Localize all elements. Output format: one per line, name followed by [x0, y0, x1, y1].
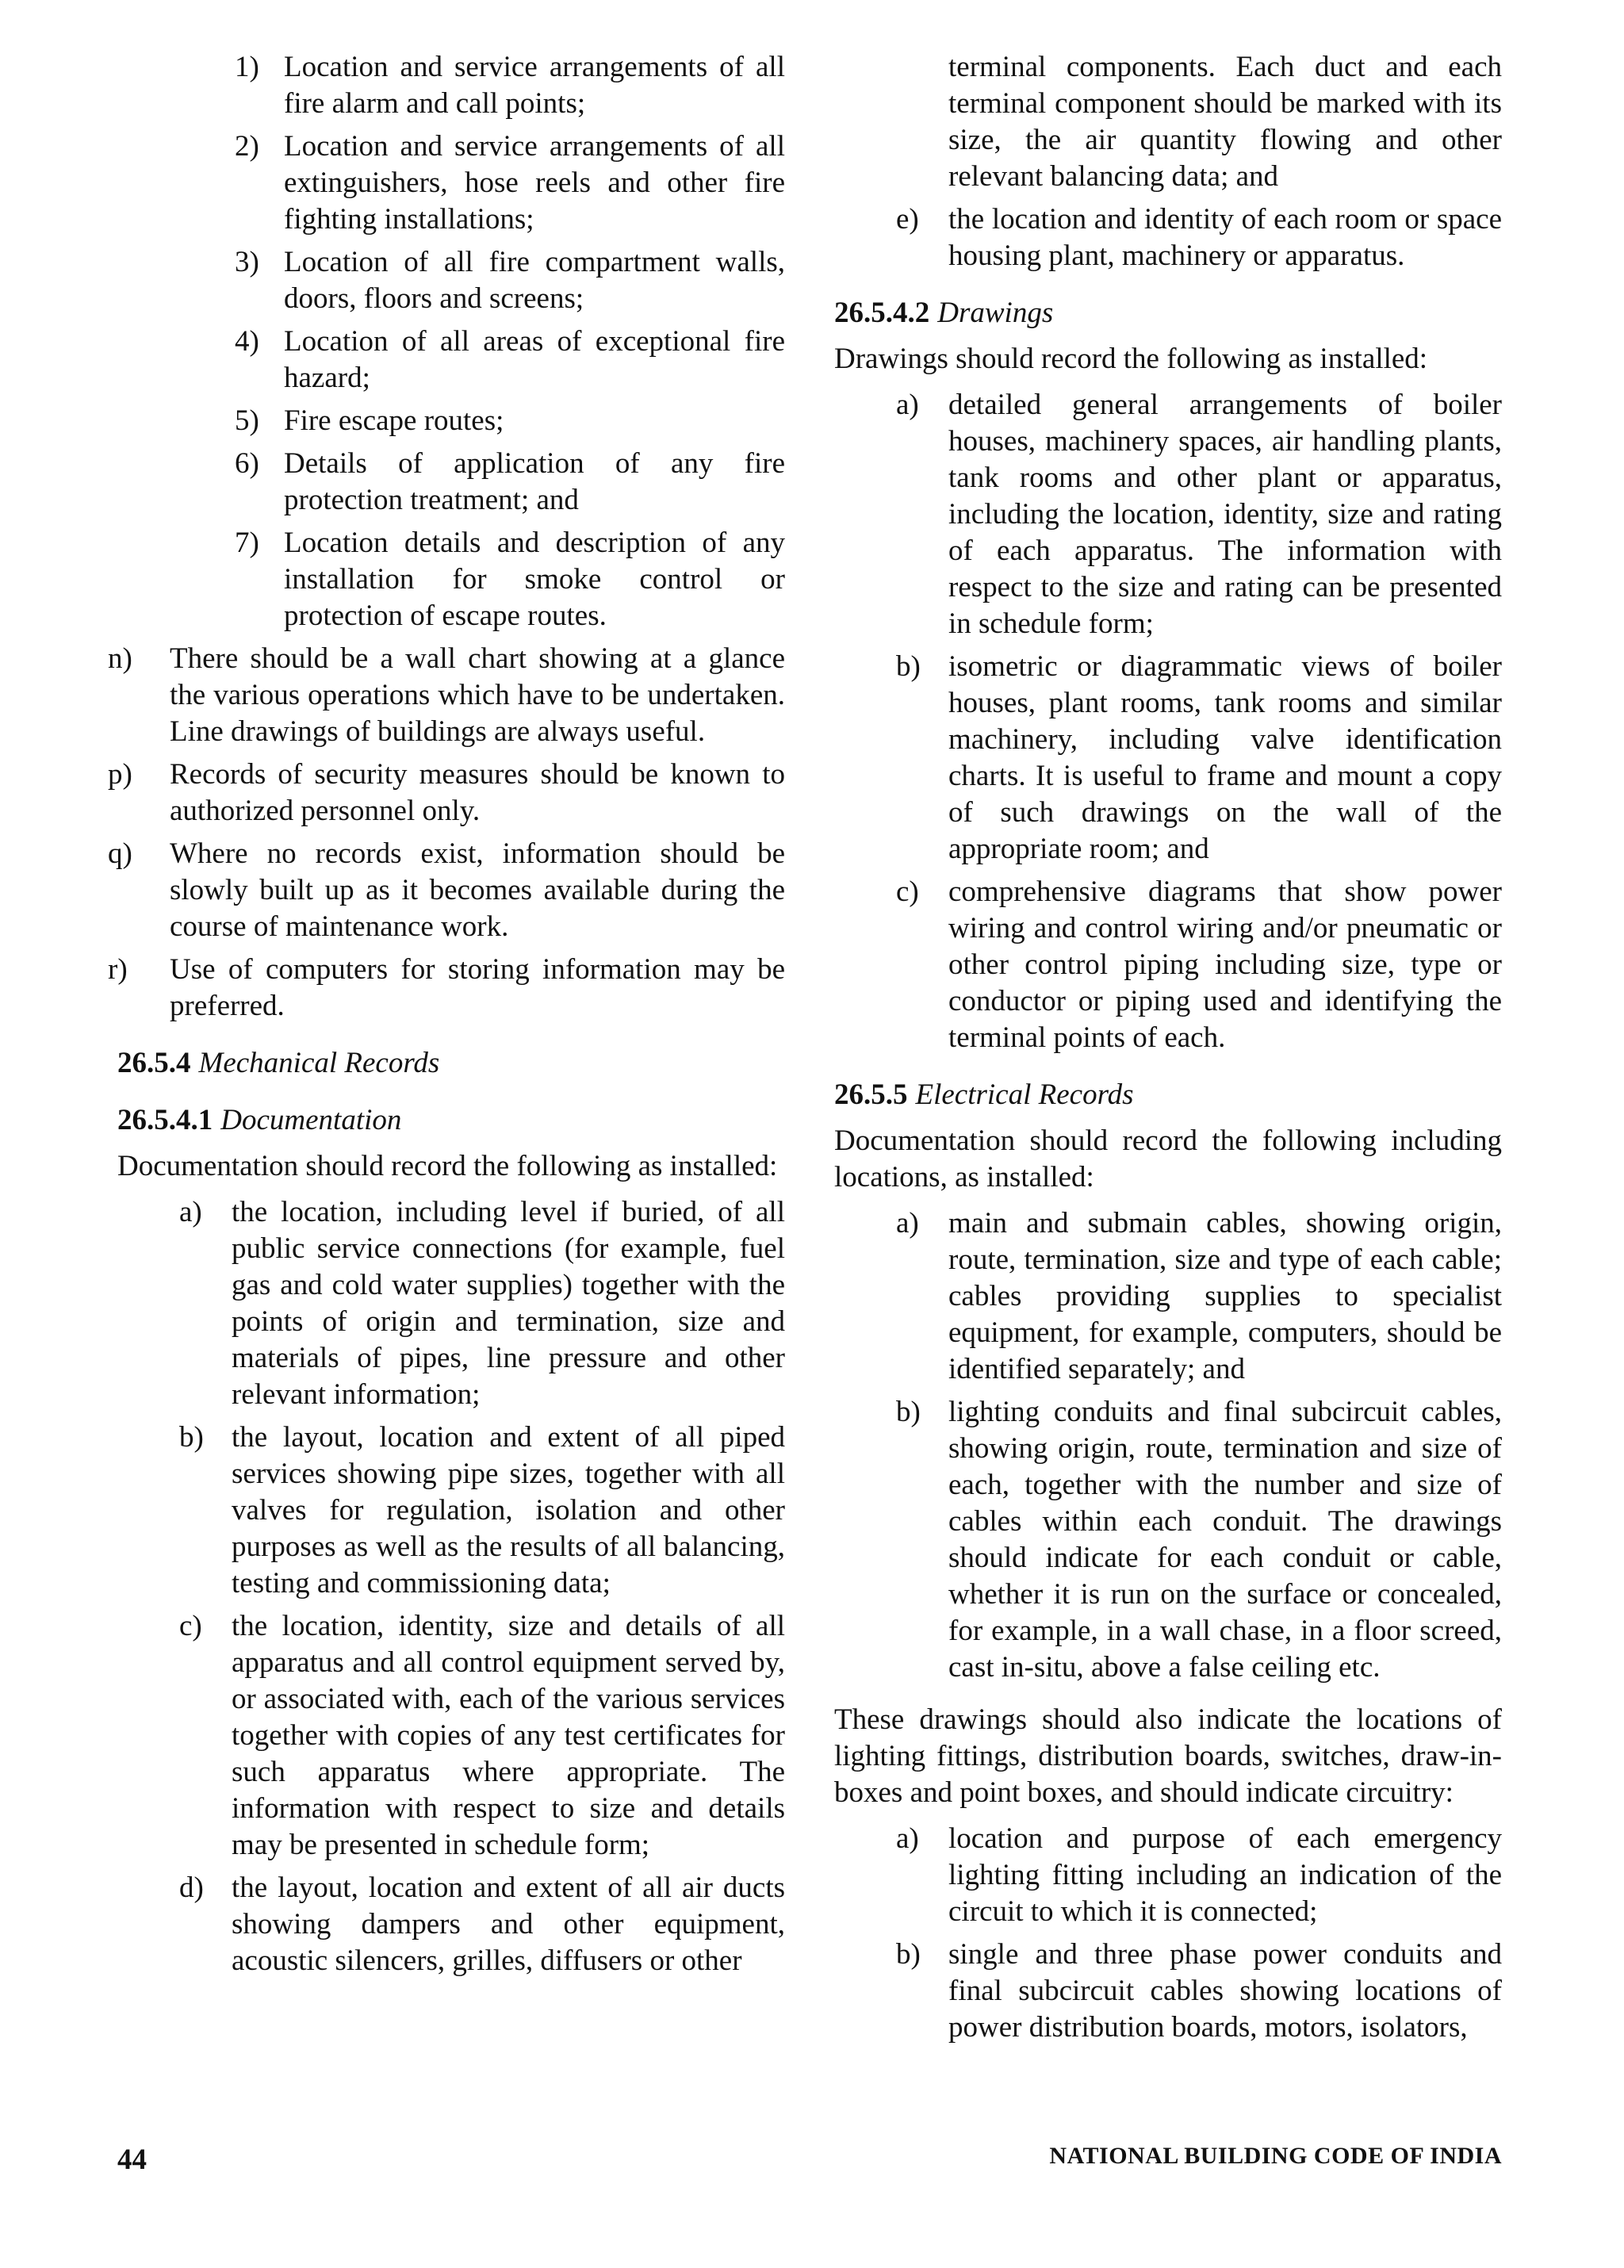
circuitry-list — [834, 1821, 1502, 2046]
list-item: 4) Location of all areas of exceptional fire hazard; — [235, 325, 785, 394]
list-item: 1) Location and service arrangements of all fire alarm and call points; — [235, 51, 785, 120]
right-column — [834, 49, 1502, 2052]
paragraph: Documentation should record the following as installed: — [117, 1150, 778, 1182]
electrical-list — [834, 1205, 1502, 1686]
drawings-list — [834, 387, 1502, 1056]
list-item: a) detailed general arrangements of boiler houses, machinery spaces, air handling plants, tank rooms and other plant or apparatus, including the location, identity, size and rating of each apparatus. The information with respect to the size and rating can be presented in schedule form; — [896, 389, 1502, 640]
list-item: 5) Fire escape routes; — [235, 404, 504, 437]
list-item: c) the location, identity, size and details of all apparatus and all control equipment served by, or associated with, each of the various services together with copies of any test certificates for such apparatus where appropriate. The information with respect to size and details may be presented in schedule form; — [179, 1610, 785, 1861]
publication-title: NATIONAL BUILDING CODE OF INDIA — [1049, 2143, 1502, 2169]
list-item: a) location and purpose of each emergency lighting fitting including an indication of the circuit to which it is connected; — [896, 1822, 1502, 1928]
section-heading-mechanical-records: 26.5.4 Mechanical Records — [117, 1047, 440, 1079]
page-number: 44 — [117, 2143, 147, 2176]
section-heading-drawings: 26.5.4.2 Drawings — [834, 297, 1054, 329]
left-column — [108, 49, 785, 1986]
list-item: a) main and submain cables, showing origin, route, termination, size and type of each cable; cables providing supplies to specialist equipment, for example, computers, should be identified separately; and — [896, 1207, 1502, 1385]
general-records-list — [56, 641, 785, 1025]
section-heading-electrical-records: 26.5.5 Electrical Records — [834, 1078, 1134, 1111]
list-item: n) There should be a wall chart showing at a glance the various operations which have to be undertaken. Line drawings of buildings are always useful. — [108, 642, 785, 748]
list-item: b) the layout, location and extent of all piped services showing pipe sizes, together with all valves for regulation, isolation and other purposes as well as the results of all balancing, testing and commissioning data; — [179, 1421, 785, 1599]
documentation-list — [117, 1194, 785, 1979]
list-item: c) comprehensive diagrams that show power wiring and control wiring and/or pneumatic or other control piping including size, type or conductor or piping used and identifying the terminal points of each. — [896, 875, 1502, 1054]
list-item: r) Use of computers for storing information may be preferred. — [108, 953, 785, 1022]
list-item: d) the layout, location and extent of all air ducts showing dampers and other equipment, acoustic silencers, grilles, diffusers or other — [179, 1871, 785, 1977]
paragraph: These drawings should also indicate the locations of lighting fittings, distribution boards, switches, draw-in-boxes and point boxes, and should indicate circuitry: — [834, 1703, 1502, 1809]
list-item: a) the location, including level if buried, of all public service connections (for example, fuel gas and cold water supplies) together with the points of origin and termination, size and materials of pipes, line pressure and other relevant information; — [179, 1196, 785, 1411]
documentation-list-continued — [834, 49, 1502, 274]
list-item: b) single and three phase power conduits and final subcircuit cables showing locations of power distribution boards, motors, isolators, — [896, 1938, 1502, 2044]
list-item: 2) Location and service arrangements of all extinguishers, hose reels and other fire fighting installations; — [235, 130, 785, 236]
list-item-continuation: terminal components. Each duct and each terminal component should be marked with its size, the air quantity flowing and other relevant balancing data; and — [948, 51, 1502, 193]
list-item: b) isometric or diagrammatic views of boiler houses, plant rooms, tank rooms and similar machinery, including valve identification charts. It is useful to frame and mount a copy of such drawings on the wall of the appropriate room; and — [896, 650, 1502, 865]
section-heading-documentation: 26.5.4.1 Documentation — [117, 1104, 402, 1136]
list-item: b) lighting conduits and final subcircuit cables, showing origin, route, termination and size of each, together with the number and size of cables within each conduit. The drawings should indicate for each conduit or cable, whether it is run on the surface or concealed, for example, in a wall chase, in a floor screed, cast in-situ, above a false ceiling etc. — [896, 1396, 1502, 1684]
list-item: 3) Location of all fire compartment walls, doors, floors and screens; — [235, 246, 785, 315]
list-item: 6) Details of application of any fire protection treatment; and — [235, 447, 785, 516]
paragraph: Documentation should record the following including locations, as installed: — [834, 1124, 1502, 1193]
list-item: 7) Location details and description of any installation for smoke control or protection of escape routes. — [235, 527, 785, 632]
list-item: p) Records of security measures should be known to authorized personnel only. — [108, 758, 785, 827]
list-item: e) the location and identity of each room or space housing plant, machinery or apparatus. — [896, 203, 1502, 272]
fire-records-list — [117, 49, 785, 634]
paragraph: Drawings should record the following as installed: — [834, 343, 1428, 375]
list-item: q) Where no records exist, information should be slowly built up as it becomes available during the course of maintenance work. — [108, 837, 785, 943]
